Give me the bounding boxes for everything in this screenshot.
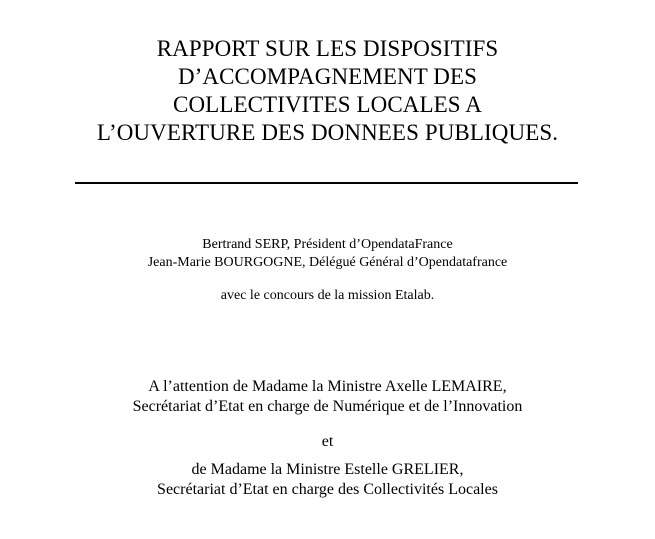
author-line-2: Jean-Marie BOURGOGNE, Délégué Général d’Opendatafrance [147, 255, 508, 270]
addressee-1-block [0, 377, 655, 417]
addressee-2-block [0, 460, 655, 500]
title-line-3: COLLECTIVITES LOCALES A [173, 92, 482, 117]
title-line-1: RAPPORT SUR LES DISPOSITIFS [156, 36, 499, 61]
author-line-1: Bertrand SERP, Président d’OpendataFrance [202, 237, 453, 252]
addressee-1-line-2: Secrétariat d’Etat en charge de Numérique et de l’Innovation [132, 398, 523, 415]
title-divider [75, 182, 578, 184]
conjunction-text: et [321, 433, 334, 450]
title-line-2: D’ACCOMPAGNEMENT DES [177, 64, 478, 89]
addressee-2-line-2: Secrétariat d’Etat en charge des Collectivités Locales [157, 481, 498, 498]
addressee-1-line-1: A l’attention de Madame la Ministre Axelle LEMAIRE, [148, 378, 507, 395]
contribution-line: avec le concours de la mission Etalab. [220, 288, 435, 303]
authors-block [0, 236, 655, 272]
title-line-4: L’OUVERTURE DES DONNEES PUBLIQUES. [96, 120, 559, 145]
addressee-2-line-1: de Madame la Ministre Estelle GRELIER, [191, 461, 464, 478]
report-title [0, 35, 655, 147]
